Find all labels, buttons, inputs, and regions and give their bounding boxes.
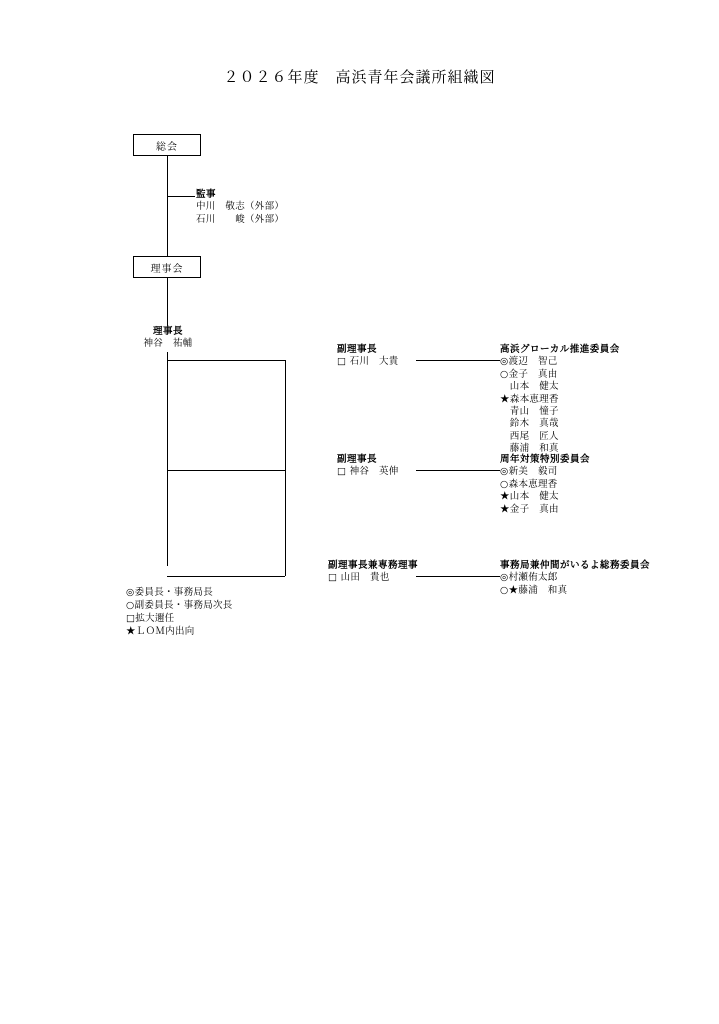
committee-member: ◎新美 毅司 [500,466,558,478]
committee-group-2 [500,454,590,516]
committee-member: 鈴木 真哉 [500,418,559,430]
committee-member: ★山本 健太 [500,491,559,503]
vice-president-group-2 [337,454,399,479]
committee-group-3 [500,560,650,597]
connector-board-to-president [167,278,168,326]
committee-heading-3: 事務局兼仲間がいるよ総務委員会 [500,560,651,571]
connector-role-2-to-committee [416,470,500,471]
connector-role-3-to-committee [416,576,500,577]
committee-member: ◎渡辺 智己 [500,356,558,368]
vice-president-heading-2: 副理事長 [337,454,378,465]
president-member: 神谷 祐輔 [143,338,193,350]
committee-member: ★森本恵理香 [500,393,559,405]
committee-member: ○金子 真由 [500,368,558,380]
president-heading: 理事長 [152,326,183,337]
connector-general-to-board [167,156,168,256]
page-title: ２０２６年度 高浜青年会議所組織図 [223,68,496,86]
committee-member: 藤浦 和真 [500,443,559,455]
committee-member: 西尾 匠人 [500,430,559,442]
connector-president-trunk [167,352,168,566]
vice-president-group-1 [337,344,399,369]
vice-president-heading-3: 副理事長兼専務理事 [328,560,419,571]
connector-role-1-to-committee [416,360,500,361]
committee-member: ★金子 真由 [500,503,559,515]
box-general-meeting [133,134,201,156]
legend-item: ★ＬＯＭ内出向 [126,626,195,637]
legend [126,586,233,638]
box-board-label: 理事会 [150,263,184,275]
auditors-group [196,189,284,226]
president-group [118,326,218,351]
legend-item: ○副委員長・事務局次長 [126,600,233,611]
box-general-meeting-label: 総会 [156,141,178,153]
auditors-heading: 監事 [196,189,217,200]
committee-group-1 [500,344,620,456]
auditor-member: 石川 峻（外部） [196,213,285,225]
vice-president-member-2: □ 神谷 英伸 [337,466,399,478]
committee-member: ○森本恵理香 [500,478,558,490]
committee-heading-1: 高浜グローカル推進委員会 [500,344,620,355]
connector-to-auditors [167,196,195,197]
legend-item: ◎委員長・事務局長 [126,587,213,598]
vice-president-heading-1: 副理事長 [337,344,378,355]
committee-member: ◎村瀬侑太郎 [500,572,558,584]
committee-member: ○★藤浦 和真 [500,584,568,596]
connector-branch-2 [167,470,285,471]
box-board-of-directors [133,256,201,278]
connector-branch-3 [167,576,285,577]
vice-president-group-3 [328,560,418,585]
auditor-member: 中川 敬志（外部） [196,201,285,213]
connector-branch-bus [285,360,286,576]
vice-president-member-3: □ 山田 貴也 [328,572,390,584]
vice-president-member-1: □ 石川 大貴 [337,356,399,368]
connector-branch-1 [167,360,285,361]
committee-member: 青山 憧子 [500,406,559,418]
committee-heading-2: 周年対策特別委員会 [500,454,591,465]
legend-item: □拡大邇任 [126,613,175,624]
committee-member: 山本 健太 [500,381,559,393]
